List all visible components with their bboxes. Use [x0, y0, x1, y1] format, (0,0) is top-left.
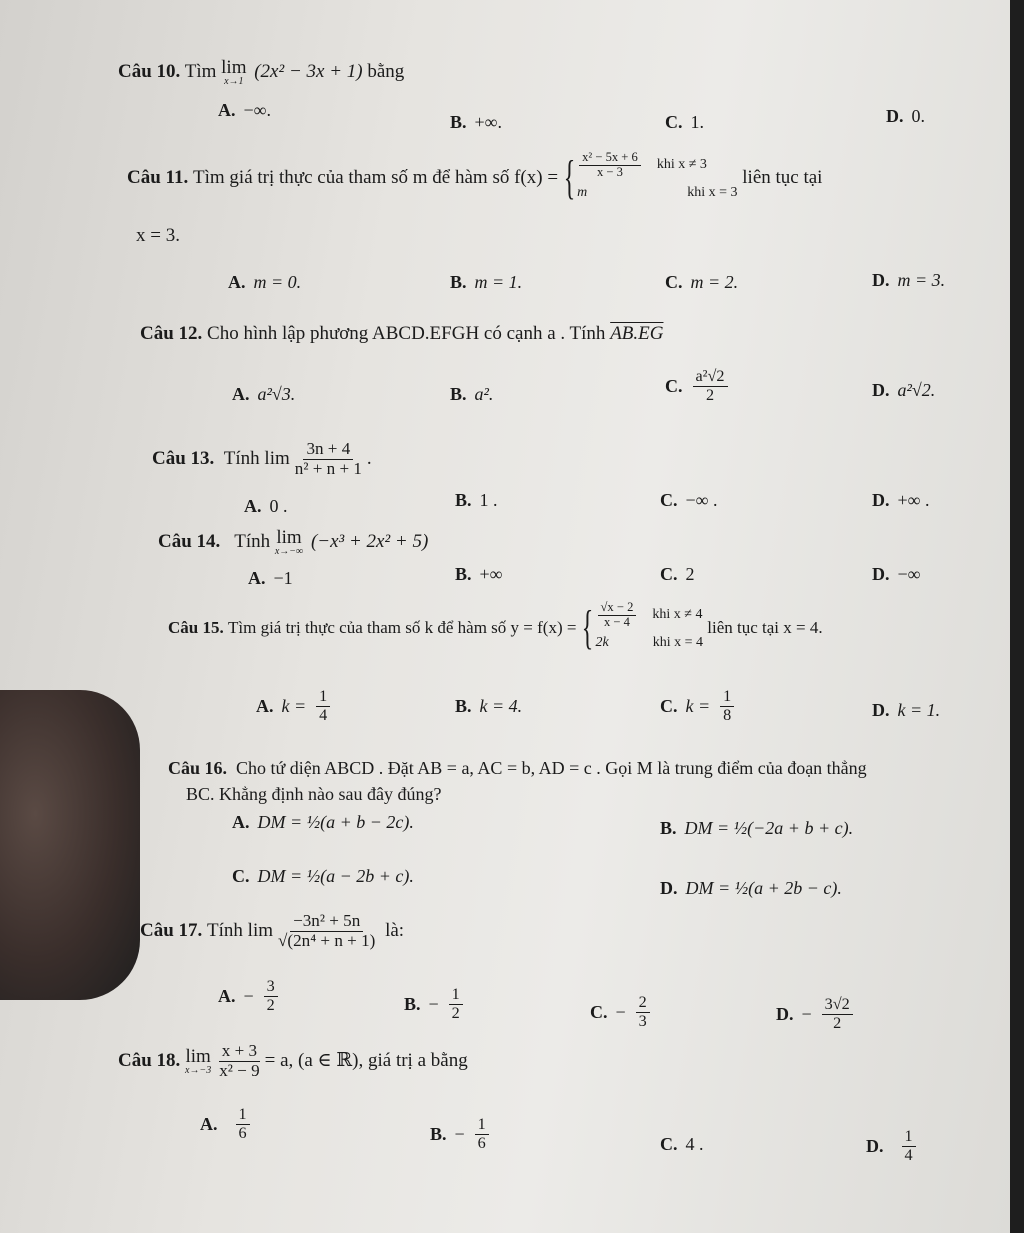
q14-lim-sub: x→−∞ — [274, 546, 304, 557]
q12-text: Cho hình lập phương ABCD.EFGH có cạnh a . Tính — [207, 323, 606, 344]
q18-label: Câu 18. — [118, 1050, 181, 1072]
q15-den: x − 4 — [603, 614, 630, 629]
question-18: Câu 18. lim x→−3 $\frac{x + 3}{\text{x² − 9}}$ = a, (a ∈ ℝ), giá trị a bằng — [118, 1041, 468, 1080]
q17-num: −3n² + 5n — [290, 912, 363, 932]
q15-val2: 2k — [595, 635, 609, 651]
q12-label: Câu 12. — [140, 323, 203, 344]
q14-option-b[interactable]: B. +∞ — [455, 564, 503, 584]
q18-option-b[interactable]: B. − $\frac{1}{6}$ — [430, 1116, 491, 1153]
q15-text: Tìm giá trị thực của tham số k để hàm số y = f(x) = — [227, 618, 577, 637]
q13-option-a[interactable]: A. 0 . — [244, 496, 288, 516]
q15-option-d[interactable]: D. k = 1. — [872, 700, 941, 720]
q18-num: x + 3 — [219, 1042, 260, 1062]
q14-option-d[interactable]: D. −∞ — [872, 564, 921, 584]
q10-label: Câu 10. — [118, 60, 181, 82]
q10-expr: (2x² − 3x + 1) — [254, 60, 363, 82]
q16-option-c[interactable]: C. DM = ½(a − 2b + c). — [232, 866, 414, 886]
q12-option-d[interactable]: D. a²√2. — [872, 380, 936, 400]
q12-vector: AB.EG — [610, 323, 664, 344]
q11-text: Tìm giá trị thực của tham số m để hàm số f(x) = — [193, 167, 559, 188]
q10-lim: lim x→1 — [221, 57, 247, 87]
q16-option-b[interactable]: B. DM = ½(−2a + b + c). — [660, 818, 854, 838]
q11-post: liên tục tại — [742, 167, 823, 188]
q17-den: √(2n⁴ + n + 1) — [278, 930, 376, 950]
q11-option-c[interactable]: C. m = 2. — [665, 272, 739, 292]
q14-pre: Tính — [234, 530, 271, 552]
q10-post: bằng — [367, 60, 405, 82]
q17-option-a[interactable]: A. − $\frac{3}{2}$ — [218, 978, 280, 1015]
q10-lim-sub: x→1 — [224, 76, 244, 87]
q11-cond2: khi x = 3 — [687, 185, 738, 201]
q11-option-a[interactable]: A. m = 0. — [228, 272, 302, 292]
q13-option-b[interactable]: B. 1 . — [455, 490, 498, 510]
q18-option-c[interactable]: C. 4 . — [660, 1134, 704, 1154]
q13-den: n² + n + 1 — [294, 458, 362, 478]
q17-option-d[interactable]: D. − $\frac{3√2}{2}$ — [776, 996, 855, 1033]
question-11 — [127, 148, 822, 208]
q17-option-b[interactable]: B. − $\frac{1}{2}$ — [404, 986, 465, 1023]
q16-text: Cho tứ diện ABCD . Đặt AB = a, AC = b, AD = c . Gọi M là trung điểm của đoạn thẳng — [236, 758, 867, 778]
q14-expr: (−x³ + 2x² + 5) — [310, 530, 429, 552]
q16-label: Câu 16. — [168, 758, 228, 778]
thumb-photo-artifact — [0, 690, 140, 1000]
q15-option-a[interactable]: A. k = $\frac{1}{4}$ — [256, 688, 332, 725]
q16-option-a[interactable]: A. DM = ½(a + b − 2c). — [232, 812, 414, 832]
q15-piecewise: { $\frac{√x - 2}{x - 4}$ khi x ≠ 4 2k khi x = 4 — [582, 599, 704, 654]
q10-option-c[interactable]: C. 1. — [665, 112, 704, 132]
question-13: Câu 13. Tính lim $\frac{3n + 4}{\text{n² + n + 1}}$ . — [152, 439, 372, 478]
q13-num: 3n + 4 — [303, 440, 353, 460]
q14-option-c[interactable]: C. 2 — [660, 564, 695, 584]
q11-val2: m — [577, 185, 588, 201]
q11-num: x² − 5x + 6 — [579, 151, 641, 166]
q15-num: √x − 2 — [598, 601, 637, 616]
q11-option-d[interactable]: D. m = 3. — [872, 270, 946, 290]
q17-label: Câu 17. — [140, 920, 203, 942]
question-16 — [168, 756, 867, 780]
q18-option-a[interactable]: A. $\frac{1}{6}$ — [200, 1106, 252, 1143]
question-10 — [118, 58, 404, 87]
q15-cond2: khi x = 4 — [652, 635, 704, 651]
q16-line2: BC. Khẳng định nào sau đây đúng? — [186, 784, 442, 804]
q17-option-c[interactable]: C. − $\frac{2}{3}$ — [590, 994, 652, 1031]
question-15 — [168, 596, 823, 660]
question-17 — [140, 912, 404, 951]
q12-option-c[interactable]: C. $\frac{\text{a²√2}}{2}$ — [665, 368, 730, 405]
q15-label: Câu 15. — [168, 618, 224, 637]
q18-den: x² − 9 — [219, 1060, 260, 1080]
q11-line2: x = 3. — [136, 225, 180, 246]
q13-label: Câu 13. — [152, 448, 215, 470]
q12-option-b[interactable]: B. a². — [450, 384, 494, 404]
q11-piecewise: { $\frac{\text{x² − 5x + 6}}{x - 3}$ khi x ≠ 3 m khi x = 3 — [563, 149, 738, 204]
q17-pre: Tính lim — [207, 920, 274, 942]
question-14: Câu 14. Tính lim x→−∞ (−x³ + 2x² + 5) — [158, 527, 429, 557]
q10-option-d[interactable]: D. 0. — [886, 106, 925, 126]
q16-option-d[interactable]: D. DM = ½(a + 2b − c). — [660, 878, 842, 898]
q13-option-c[interactable]: C. −∞ . — [660, 490, 718, 510]
q10-pre: Tìm — [184, 60, 217, 82]
q11-cond1: khi x ≠ 3 — [656, 157, 707, 172]
q15-option-b[interactable]: B. k = 4. — [455, 696, 523, 716]
question-12 — [140, 322, 663, 346]
q15-cond1: khi x ≠ 4 — [652, 607, 703, 622]
q11-den: x − 3 — [596, 164, 623, 179]
q10-option-b[interactable]: B. +∞. — [450, 112, 502, 132]
q13-option-d[interactable]: D. +∞ . — [872, 490, 930, 510]
q12-option-a[interactable]: A. a²√3. — [232, 384, 296, 404]
q11-label: Câu 11. — [127, 167, 189, 188]
q17-post: là: — [385, 920, 405, 942]
q15-post: liên tục tại x = 4. — [707, 618, 823, 637]
q13-pre: Tính lim — [223, 448, 290, 470]
q14-option-a[interactable]: A. −1 — [248, 568, 293, 588]
q18-lim-sub: x→−3 — [185, 1064, 212, 1076]
q18-mid: = a, (a ∈ ℝ), giá trị a bằng — [264, 1050, 468, 1072]
q14-label: Câu 14. — [158, 530, 221, 552]
q18-option-d[interactable]: D. $\frac{1}{4}$ — [866, 1128, 918, 1165]
q10-option-a[interactable]: A. −∞. — [218, 100, 271, 120]
q15-option-c[interactable]: C. k = $\frac{1}{8}$ — [660, 688, 736, 725]
q11-option-b[interactable]: B. m = 1. — [450, 272, 523, 292]
